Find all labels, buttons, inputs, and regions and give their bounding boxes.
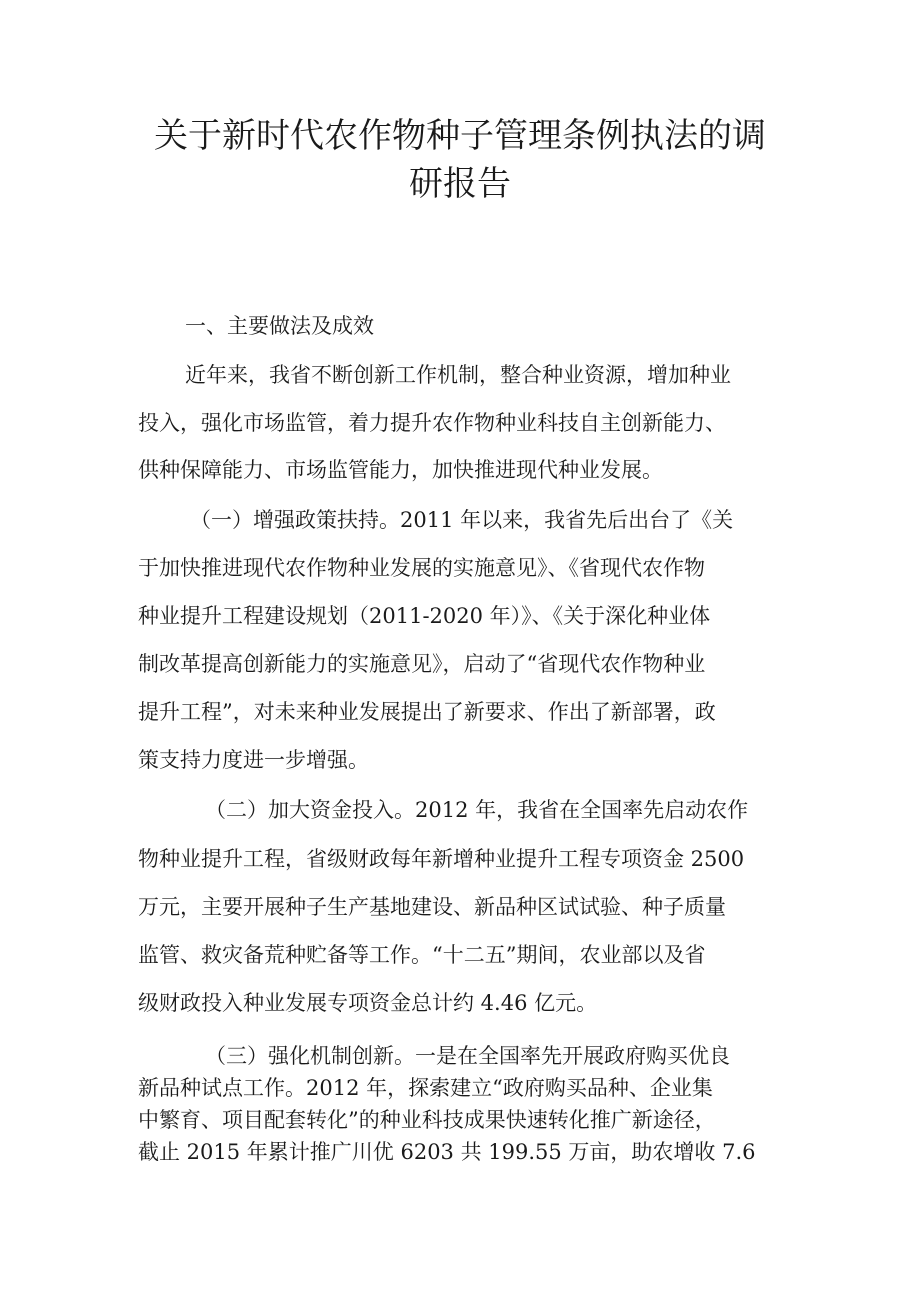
item1-line-2: 于加快推进现代农作物种业发展的实施意见》、《省现代农作物 — [138, 556, 705, 580]
item1-line-6: 策支持力度进一步增强。 — [138, 748, 369, 772]
item2-line-2: 物种业提升工程，省级财政每年新增种业提升工程专项资金 2500 — [138, 847, 745, 871]
section-heading: 一、主要做法及成效 — [185, 314, 374, 338]
item3-line-4: 截止 2015 年累计推广川优 6203 共 199.55 万亩，助农增收 7.6 — [138, 1140, 756, 1164]
item2-line-1: （二）加大资金投入。2012 年，我省在全国率先启动农作 — [205, 798, 749, 822]
item2-line-5: 级财政投入种业发展专项资金总计约 4.46 亿元。 — [138, 991, 598, 1015]
item2-line-4: 监管、救灾备荒种贮备等工作。“十二五”期间，农业部以及省 — [138, 943, 706, 967]
document-title-line-1: 关于新时代农作物种子管理条例执法的调 — [154, 116, 766, 156]
document-title-line-2: 研报告 — [409, 164, 511, 204]
intro-line-1: 近年来，我省不断创新工作机制，整合种业资源，增加种业 — [185, 363, 731, 387]
item2-line-3: 万元，主要开展种子生产基地建设、新品种区试试验、种子质量 — [138, 895, 726, 919]
item3-line-3: 中繁育、项目配套转化”的种业科技成果快速转化推广新途径， — [138, 1108, 716, 1132]
intro-line-3: 供种保障能力、市场监管能力，加快推进现代种业发展。 — [138, 458, 663, 482]
item3-line-2: 新品种试点工作。2012 年，探索建立“政府购买品种、企业集 — [138, 1076, 713, 1100]
item1-line-3: 种业提升工程建设规划（2011-2020 年）》、《关于深化种业体 — [138, 604, 711, 628]
item1-line-4: 制改革提高创新能力的实施意见》，启动了“省现代农作物种业 — [138, 652, 706, 676]
item3-line-1: （三）强化机制创新。一是在全国率先开展政府购买优良 — [205, 1044, 730, 1068]
item1-line-1: （一）增强政策扶持。2011 年以来，我省先后出台了《关 — [190, 508, 734, 532]
item1-line-5: 提升工程”，对未来种业发展提出了新要求、作出了新部署，政 — [138, 700, 716, 724]
intro-line-2: 投入，强化市场监管，着力提升农作物种业科技自主创新能力、 — [138, 411, 726, 435]
